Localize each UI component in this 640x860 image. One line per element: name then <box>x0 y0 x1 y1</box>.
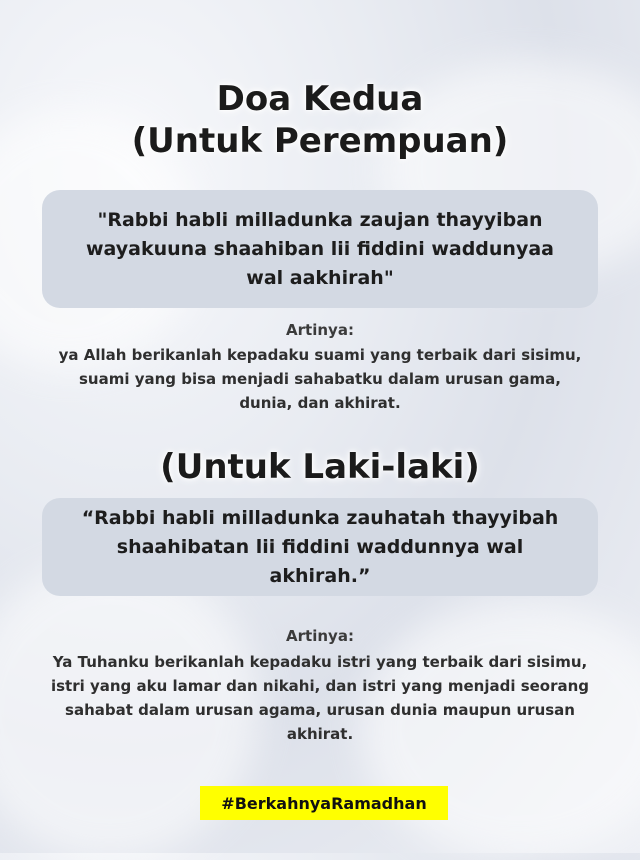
hashtag-badge <box>200 786 448 820</box>
title-line-1: Doa Kedua <box>216 79 424 119</box>
prayer-text-men: “Rabbi habli milladunka zauhatah thayyibah shaahibatan lii fiddini waddunnya wal akhirah.” <box>81 506 559 587</box>
meaning-label-men: Artinya: <box>286 627 354 645</box>
meaning-label-women: Artinya: <box>286 321 354 339</box>
hashtag-text: #BerkahnyaRamadhan <box>221 793 427 813</box>
page-title <box>0 78 640 162</box>
meaning-text-men: Ya Tuhanku berikanlah kepadaku istri yang terbaik dari sisimu, istri yang aku lamar dan nikahi, dan istri yang menjadi seorang sahabat dalam urusan agama, urusan dunia maupun urusan akhirat. <box>50 653 590 743</box>
meaning-text-women: ya Allah berikanlah kepadaku suami yang terbaik dari sisimu, suami yang bisa menjadi sahabatku dalam urusan gama, dunia, dan akhirat. <box>58 346 582 412</box>
title-line-2: (Untuk Perempuan) <box>131 121 509 161</box>
prayer-card-women <box>42 190 598 308</box>
prayer-card-men <box>42 498 598 596</box>
prayer-text-women: "Rabbi habli milladunka zaujan thayyiban wayakuuna shaahiban lii fiddini waddunyaa wal aakhirah" <box>86 208 554 289</box>
section-heading-men: (Untuk Laki-laki) <box>160 447 480 487</box>
